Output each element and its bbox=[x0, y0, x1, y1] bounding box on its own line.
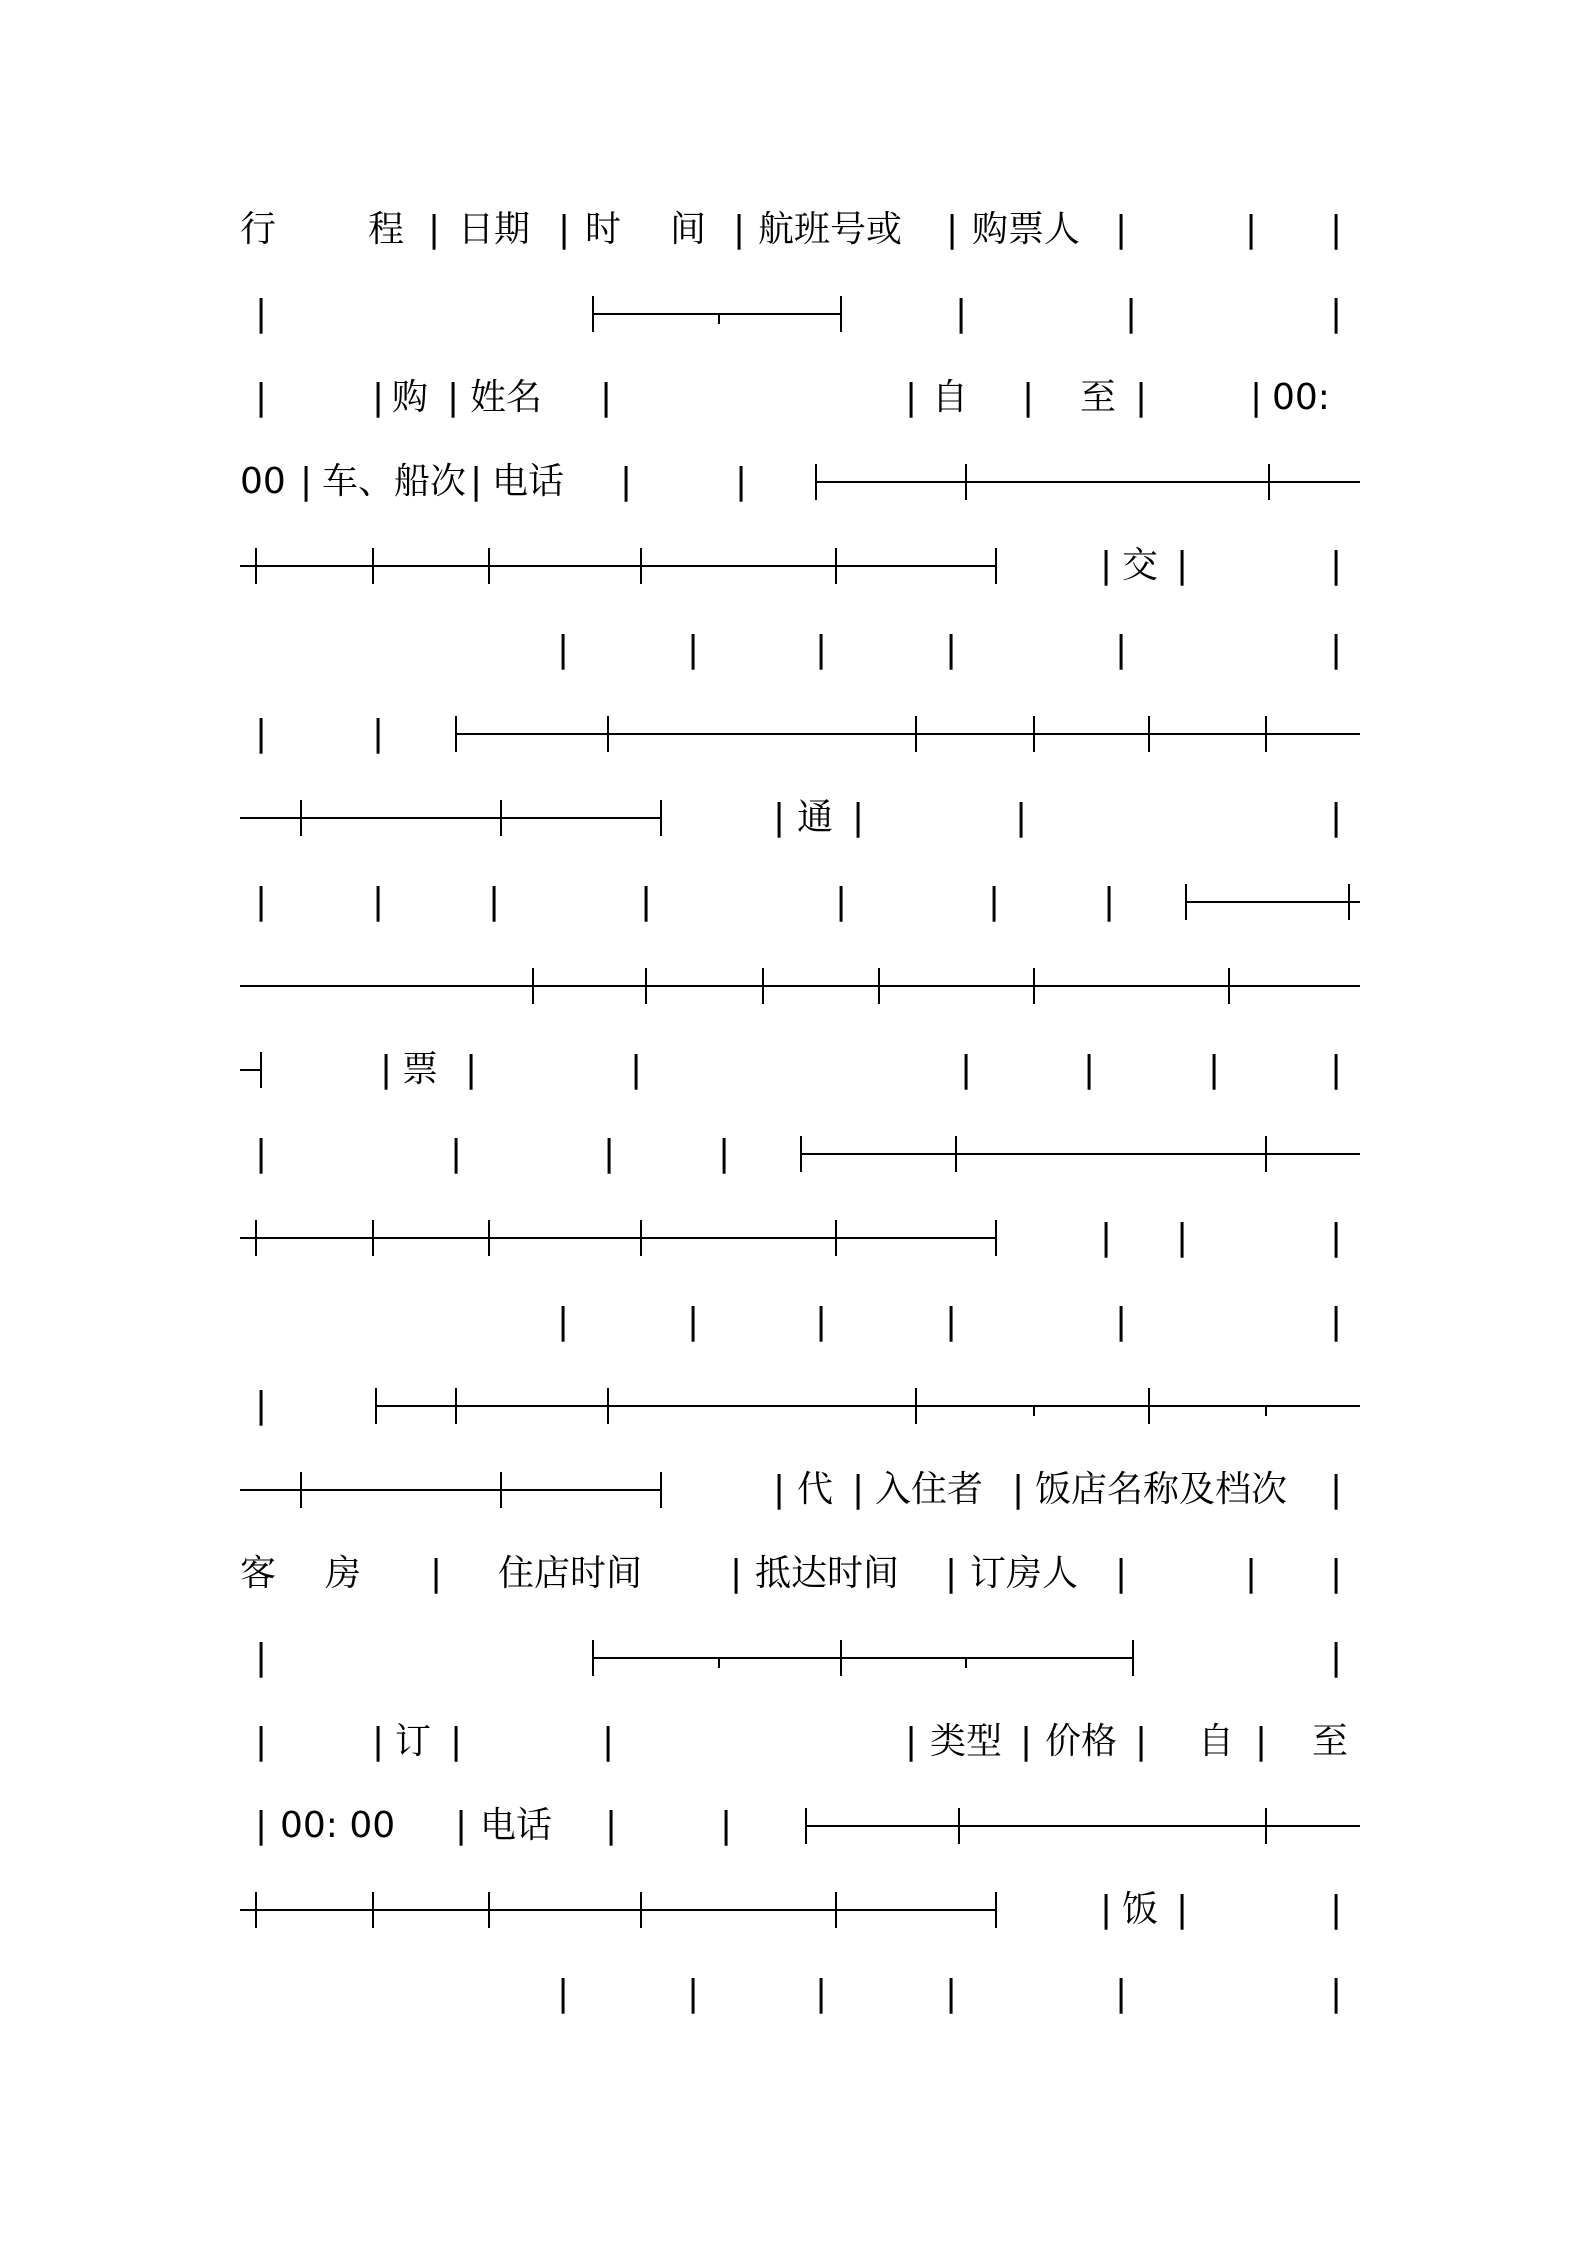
column-separator: | bbox=[1330, 545, 1343, 586]
column-separator: | bbox=[488, 881, 501, 922]
cell-text: 电话 bbox=[480, 1805, 553, 1846]
column-separator: | bbox=[773, 1469, 786, 1510]
ruled-line bbox=[592, 313, 840, 315]
cell-text: 00: 00 bbox=[280, 1805, 396, 1846]
rule-tick bbox=[300, 1472, 302, 1508]
column-separator: | bbox=[600, 377, 613, 418]
column-separator: | bbox=[1100, 1889, 1113, 1930]
cell-text: 交 bbox=[1122, 545, 1159, 586]
rule-tick bbox=[955, 1136, 957, 1172]
column-separator: | bbox=[852, 1469, 865, 1510]
column-separator: | bbox=[1245, 209, 1258, 250]
rule-tick bbox=[488, 1892, 490, 1928]
column-separator: | bbox=[640, 881, 653, 922]
column-separator: | bbox=[557, 629, 570, 670]
cell-text: 票 bbox=[402, 1049, 439, 1090]
column-separator: | bbox=[687, 1973, 700, 2014]
rule-tick bbox=[260, 1052, 262, 1088]
cell-text: 类型 bbox=[930, 1721, 1003, 1762]
rule-small-tick bbox=[1033, 1406, 1035, 1416]
rule-tick bbox=[375, 1388, 377, 1424]
column-separator: | bbox=[605, 1805, 618, 1846]
column-separator: | bbox=[1135, 1721, 1148, 1762]
column-separator: | bbox=[1115, 1973, 1128, 2014]
cell-text: 至 bbox=[1312, 1721, 1349, 1762]
cell-text: 住店时间 bbox=[498, 1553, 643, 1594]
column-separator: | bbox=[815, 629, 828, 670]
cell-text: 日期 bbox=[458, 209, 531, 250]
rule-tick bbox=[255, 1892, 257, 1928]
column-separator: | bbox=[720, 1805, 733, 1846]
column-separator: | bbox=[255, 1133, 268, 1174]
column-separator: | bbox=[255, 881, 268, 922]
column-separator: | bbox=[1330, 797, 1343, 838]
cell-text: 订 bbox=[395, 1721, 432, 1762]
column-separator: | bbox=[1255, 1721, 1268, 1762]
rule-tick bbox=[607, 1388, 609, 1424]
text-line bbox=[0, 200, 1586, 260]
rule-tick bbox=[255, 548, 257, 584]
column-separator: | bbox=[988, 881, 1001, 922]
text-line bbox=[0, 1712, 1586, 1772]
cell-text: 饭店名称及档次 bbox=[1035, 1469, 1288, 1510]
rule-tick bbox=[1148, 716, 1150, 752]
column-separator: | bbox=[905, 1721, 918, 1762]
rule-tick bbox=[835, 1220, 837, 1256]
column-separator: | bbox=[1103, 881, 1116, 922]
rule-tick bbox=[1268, 464, 1270, 500]
column-separator: | bbox=[557, 1973, 570, 2014]
rule-tick bbox=[762, 968, 764, 1004]
cell-text: 00 bbox=[240, 461, 286, 502]
column-separator: | bbox=[450, 1133, 463, 1174]
column-separator: | bbox=[450, 1721, 463, 1762]
column-separator: | bbox=[946, 209, 959, 250]
ruled-line bbox=[240, 985, 1360, 987]
ruled-line bbox=[592, 1657, 1132, 1659]
cell-text: 自 bbox=[1198, 1721, 1235, 1762]
cell-text: 抵达时间 bbox=[755, 1553, 900, 1594]
ruled-line bbox=[240, 1909, 995, 1911]
column-separator: | bbox=[372, 377, 385, 418]
column-separator: | bbox=[1330, 1469, 1343, 1510]
cell-text: 姓名 bbox=[470, 377, 543, 418]
column-separator: | bbox=[1330, 1049, 1343, 1090]
rule-small-tick bbox=[718, 314, 720, 324]
cell-text: 00: bbox=[1272, 377, 1330, 418]
column-separator: | bbox=[602, 1721, 615, 1762]
column-separator: | bbox=[1330, 1301, 1343, 1342]
column-separator: | bbox=[815, 1301, 828, 1342]
rule-tick bbox=[1185, 884, 1187, 920]
column-separator: | bbox=[1022, 377, 1035, 418]
cell-text: 程 bbox=[368, 209, 405, 250]
column-separator: | bbox=[428, 209, 441, 250]
ruled-line bbox=[240, 565, 995, 567]
column-separator: | bbox=[603, 1133, 616, 1174]
column-separator: | bbox=[852, 797, 865, 838]
rule-tick bbox=[840, 296, 842, 332]
cell-text: 订房人 bbox=[970, 1553, 1079, 1594]
cell-text: 行 bbox=[240, 209, 277, 250]
ruled-line bbox=[805, 1825, 1360, 1827]
rule-tick bbox=[1265, 716, 1267, 752]
column-separator: | bbox=[1100, 1217, 1113, 1258]
rule-tick bbox=[1348, 884, 1350, 920]
column-separator: | bbox=[1115, 1553, 1128, 1594]
column-separator: | bbox=[1125, 293, 1138, 334]
rule-tick bbox=[372, 1220, 374, 1256]
column-separator: | bbox=[255, 293, 268, 334]
text-line bbox=[0, 788, 1586, 848]
text-line bbox=[0, 1124, 1586, 1184]
rule-tick bbox=[592, 1640, 594, 1676]
rule-tick bbox=[995, 548, 997, 584]
rule-tick bbox=[500, 800, 502, 836]
rule-tick bbox=[660, 1472, 662, 1508]
column-separator: | bbox=[945, 629, 958, 670]
cell-text: 价格 bbox=[1045, 1721, 1118, 1762]
text-line bbox=[0, 1544, 1586, 1604]
cell-text: 航班号或 bbox=[758, 209, 903, 250]
rule-small-tick bbox=[965, 1658, 967, 1668]
column-separator: | bbox=[372, 1721, 385, 1762]
cell-text: 电话 bbox=[492, 461, 565, 502]
rule-tick bbox=[372, 1892, 374, 1928]
column-separator: | bbox=[1015, 797, 1028, 838]
cell-text: 自 bbox=[932, 377, 969, 418]
column-separator: | bbox=[1330, 629, 1343, 670]
column-separator: | bbox=[1330, 209, 1343, 250]
ruled-line bbox=[455, 733, 1360, 735]
column-separator: | bbox=[815, 1973, 828, 2014]
cell-text: 入住者 bbox=[875, 1469, 984, 1510]
column-separator: | bbox=[1330, 293, 1343, 334]
rule-tick bbox=[1132, 1640, 1134, 1676]
column-separator: | bbox=[630, 1049, 643, 1090]
column-separator: | bbox=[955, 293, 968, 334]
column-separator: | bbox=[447, 377, 460, 418]
cell-text: 代 bbox=[797, 1469, 834, 1510]
column-separator: | bbox=[1020, 1721, 1033, 1762]
column-separator: | bbox=[300, 461, 313, 502]
column-separator: | bbox=[255, 377, 268, 418]
cell-text: 房 bbox=[325, 1553, 362, 1594]
rule-tick bbox=[640, 548, 642, 584]
column-separator: | bbox=[960, 1049, 973, 1090]
column-separator: | bbox=[945, 1301, 958, 1342]
column-separator: | bbox=[1115, 629, 1128, 670]
column-separator: | bbox=[1245, 1553, 1258, 1594]
rule-small-tick bbox=[1265, 1406, 1267, 1416]
cell-text: 时 bbox=[585, 209, 622, 250]
text-line bbox=[0, 452, 1586, 512]
cell-text: 通 bbox=[797, 797, 834, 838]
rule-tick bbox=[840, 1640, 842, 1676]
column-separator: | bbox=[718, 1133, 731, 1174]
rule-tick bbox=[500, 1472, 502, 1508]
cell-text: 间 bbox=[670, 209, 707, 250]
column-separator: | bbox=[1250, 377, 1263, 418]
rule-tick bbox=[455, 716, 457, 752]
rule-tick bbox=[372, 548, 374, 584]
text-line bbox=[0, 1880, 1586, 1940]
text-line bbox=[0, 536, 1586, 596]
rule-tick bbox=[640, 1220, 642, 1256]
column-separator: | bbox=[255, 1637, 268, 1678]
rule-tick bbox=[958, 1808, 960, 1844]
column-separator: | bbox=[620, 461, 633, 502]
column-separator: | bbox=[945, 1973, 958, 2014]
column-separator: | bbox=[255, 713, 268, 754]
text-line bbox=[0, 1292, 1586, 1352]
rule-tick bbox=[488, 548, 490, 584]
text-line bbox=[0, 1040, 1586, 1100]
cell-text: 客 bbox=[240, 1553, 277, 1594]
text-line bbox=[0, 1628, 1586, 1688]
rule-tick bbox=[995, 1892, 997, 1928]
rule-tick bbox=[915, 716, 917, 752]
text-line bbox=[0, 1460, 1586, 1520]
text-line bbox=[0, 368, 1586, 428]
ruled-line bbox=[1185, 901, 1360, 903]
rule-tick bbox=[645, 968, 647, 1004]
column-separator: | bbox=[558, 209, 571, 250]
rule-tick bbox=[532, 968, 534, 1004]
column-separator: | bbox=[733, 209, 746, 250]
column-separator: | bbox=[372, 713, 385, 754]
column-separator: | bbox=[835, 881, 848, 922]
rule-tick bbox=[835, 548, 837, 584]
column-separator: | bbox=[735, 461, 748, 502]
ruled-line bbox=[240, 1069, 260, 1071]
text-line bbox=[0, 704, 1586, 764]
column-separator: | bbox=[465, 1049, 478, 1090]
rule-tick bbox=[1265, 1136, 1267, 1172]
text-line bbox=[0, 1796, 1586, 1856]
column-separator: | bbox=[945, 1553, 958, 1594]
column-separator: | bbox=[1176, 1217, 1189, 1258]
column-separator: | bbox=[1176, 545, 1189, 586]
text-line bbox=[0, 1376, 1586, 1436]
rule-tick bbox=[455, 1388, 457, 1424]
rule-tick bbox=[488, 1220, 490, 1256]
rule-small-tick bbox=[718, 1658, 720, 1668]
column-separator: | bbox=[1083, 1049, 1096, 1090]
rule-tick bbox=[300, 800, 302, 836]
column-separator: | bbox=[470, 461, 483, 502]
rule-tick bbox=[805, 1808, 807, 1844]
ruled-line bbox=[240, 1237, 995, 1239]
rule-tick bbox=[1033, 716, 1035, 752]
column-separator: | bbox=[1115, 209, 1128, 250]
rule-tick bbox=[607, 716, 609, 752]
column-separator: | bbox=[380, 1049, 393, 1090]
rule-tick bbox=[1033, 968, 1035, 1004]
column-separator: | bbox=[1330, 1889, 1343, 1930]
rule-tick bbox=[878, 968, 880, 1004]
rule-tick bbox=[915, 1388, 917, 1424]
cell-text: 饭 bbox=[1122, 1889, 1159, 1930]
rule-tick bbox=[255, 1220, 257, 1256]
ruled-line bbox=[240, 1489, 660, 1491]
rule-tick bbox=[800, 1136, 802, 1172]
rule-tick bbox=[640, 1892, 642, 1928]
rule-tick bbox=[965, 464, 967, 500]
rule-tick bbox=[1148, 1388, 1150, 1424]
rule-tick bbox=[835, 1892, 837, 1928]
column-separator: | bbox=[773, 797, 786, 838]
cell-text: 车、船次 bbox=[322, 461, 467, 502]
rule-tick bbox=[995, 1220, 997, 1256]
ruled-line bbox=[240, 817, 660, 819]
rule-tick bbox=[815, 464, 817, 500]
rule-tick bbox=[1265, 1808, 1267, 1844]
column-separator: | bbox=[372, 881, 385, 922]
cell-text: 至 bbox=[1080, 377, 1117, 418]
column-separator: | bbox=[455, 1805, 468, 1846]
column-separator: | bbox=[557, 1301, 570, 1342]
column-separator: | bbox=[1135, 377, 1148, 418]
cell-text: 购票人 bbox=[972, 209, 1081, 250]
ruled-line bbox=[800, 1153, 1360, 1155]
text-line bbox=[0, 1208, 1586, 1268]
column-separator: | bbox=[1330, 1637, 1343, 1678]
column-separator: | bbox=[1330, 1973, 1343, 2014]
column-separator: | bbox=[1176, 1889, 1189, 1930]
column-separator: | bbox=[905, 377, 918, 418]
column-separator: | bbox=[1208, 1049, 1221, 1090]
column-separator: | bbox=[430, 1553, 443, 1594]
column-separator: | bbox=[255, 1805, 268, 1846]
column-separator: | bbox=[1115, 1301, 1128, 1342]
ruled-line bbox=[375, 1405, 1360, 1407]
text-line bbox=[0, 956, 1586, 1016]
column-separator: | bbox=[255, 1385, 268, 1426]
ruled-line bbox=[815, 481, 1360, 483]
column-separator: | bbox=[1330, 1217, 1343, 1258]
text-line bbox=[0, 872, 1586, 932]
rule-tick bbox=[1228, 968, 1230, 1004]
text-line bbox=[0, 1964, 1586, 2024]
rule-tick bbox=[660, 800, 662, 836]
text-line bbox=[0, 284, 1586, 344]
column-separator: | bbox=[1100, 545, 1113, 586]
column-separator: | bbox=[687, 629, 700, 670]
rule-tick bbox=[592, 296, 594, 332]
column-separator: | bbox=[1012, 1469, 1025, 1510]
column-separator: | bbox=[1330, 1553, 1343, 1594]
column-separator: | bbox=[255, 1721, 268, 1762]
cell-text: 购 bbox=[392, 377, 429, 418]
column-separator: | bbox=[687, 1301, 700, 1342]
text-line bbox=[0, 620, 1586, 680]
column-separator: | bbox=[730, 1553, 743, 1594]
